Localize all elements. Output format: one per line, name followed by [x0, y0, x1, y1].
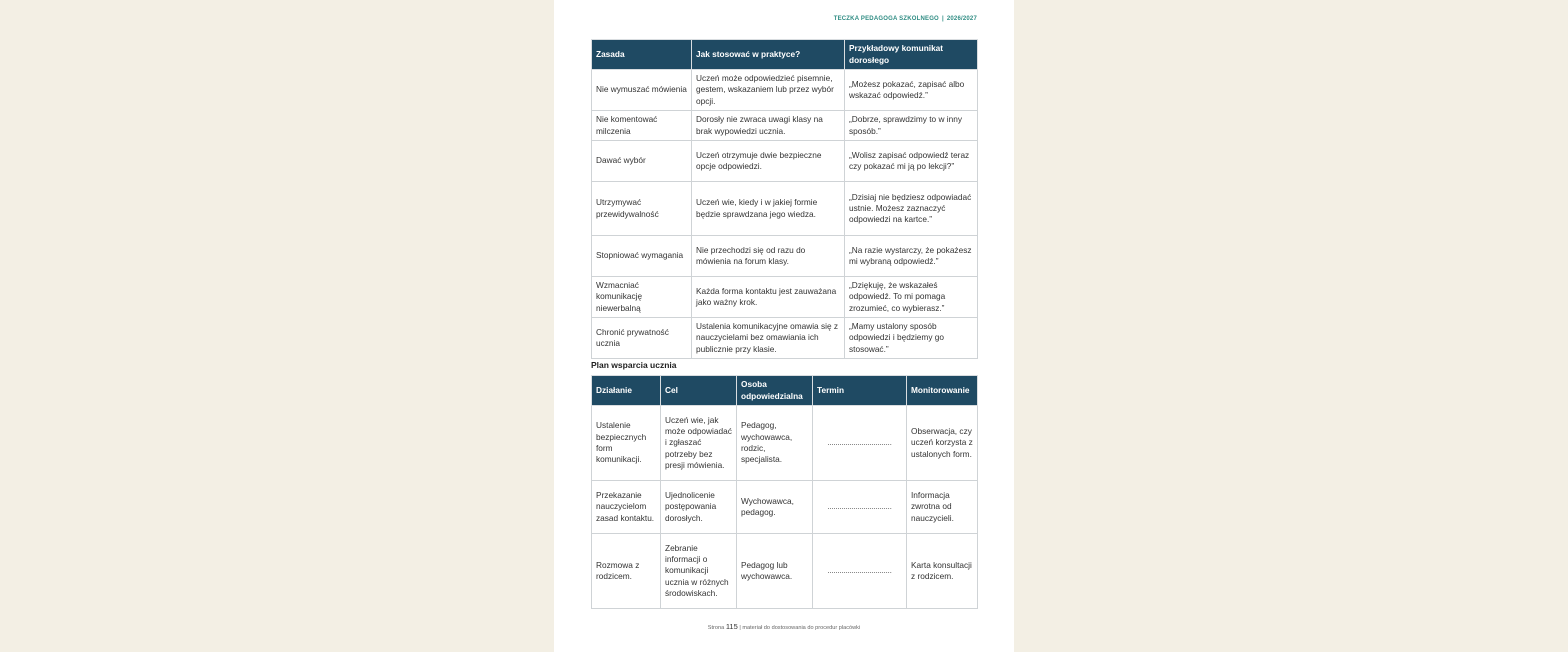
table-cell: Chronić prywatność ucznia: [592, 318, 692, 359]
page-header: TECZKA PEDAGOGA SZKOLNEGO | 2026/2027: [833, 16, 977, 22]
table-row: [592, 182, 978, 236]
table-cell: Nie wymuszać mówienia: [592, 70, 692, 111]
principles-table: [591, 39, 978, 359]
column-header: Monitorowanie: [907, 376, 978, 406]
table-cell: Uczeń otrzymuje dwie bezpieczne opcje odpowiedzi.: [692, 141, 845, 182]
table-row: [592, 141, 978, 182]
table-cell: Przekazanie nauczycielom zasad kontaktu.: [592, 481, 661, 534]
table-cell: Uczeń może odpowiedzieć pisemnie, gestem, wskazaniem lub przez wybór opcji.: [692, 70, 845, 111]
table-cell: „Możesz pokazać, zapisać albo wskazać odpowiedź.”: [845, 70, 978, 111]
table-row: [592, 236, 978, 277]
column-header: Zasada: [592, 40, 692, 70]
document-page: [554, 0, 1014, 652]
support-plan-table: [591, 375, 978, 609]
column-header: Osoba odpowiedzialna: [737, 376, 813, 406]
page-footer: Strona 115 | materiał do dostosowania do procedur placówki: [707, 622, 861, 631]
table-cell: Stopniować wymagania: [592, 236, 692, 277]
table-cell: Utrzymywać przewidywalność: [592, 182, 692, 236]
table-cell: Nie przechodzi się od razu do mówienia na forum klasy.: [692, 236, 845, 277]
column-header: Przykładowy komunikat dorosłego: [845, 40, 978, 70]
table-cell: Uczeń wie, jak może odpowiadać i zgłaszać potrzeby bez presji mówienia.: [661, 406, 737, 481]
page-number: 115: [725, 622, 738, 631]
table-header-row: [592, 40, 978, 70]
table-cell: „Mamy ustalony sposób odpowiedzi i będziemy go stosować.”: [845, 318, 978, 359]
footer-note: materiał do dostosowania do procedur placówki: [742, 625, 861, 631]
header-title: TECZKA PEDAGOGA SZKOLNEGO: [833, 16, 939, 22]
table-cell: „Na razie wystarczy, że pokażesz mi wybraną odpowiedź.”: [845, 236, 978, 277]
table-row: [592, 481, 978, 534]
table-cell: Obserwacja, czy uczeń korzysta z ustalonych form.: [907, 406, 978, 481]
table-cell: Zebranie informacji o komunikacji ucznia w różnych środowiskach.: [661, 534, 737, 609]
date-placeholder: ................................: [813, 481, 907, 534]
footer-prefix: Strona: [707, 625, 725, 631]
table-cell: Karta konsultacji z rodzicem.: [907, 534, 978, 609]
table-cell: Nie komentować milczenia: [592, 111, 692, 141]
table-cell: Ustalenie bezpiecznych form komunikacji.: [592, 406, 661, 481]
date-placeholder: ................................: [813, 534, 907, 609]
table-cell: Ustalenia komunikacyjne omawia się z nauczycielami bez omawiania ich publicznie przy klasie.: [692, 318, 845, 359]
date-placeholder: ................................: [813, 406, 907, 481]
table-row: [592, 318, 978, 359]
column-header: Termin: [813, 376, 907, 406]
table-cell: Każda forma kontaktu jest zauważana jako ważny krok.: [692, 277, 845, 318]
header-year: 2026/2027: [946, 16, 977, 22]
table-cell: Uczeń wie, kiedy i w jakiej formie będzie sprawdzana jego wiedza.: [692, 182, 845, 236]
table-cell: „Dziękuję, że wskazałeś odpowiedź. To mi pomaga zrozumieć, co wybierasz.”: [845, 277, 978, 318]
table-cell: Wychowawca, pedagog.: [737, 481, 813, 534]
table-cell: Pedagog lub wychowawca.: [737, 534, 813, 609]
table-cell: Pedagog, wychowawca, rodzic, specjalista.: [737, 406, 813, 481]
column-header: Cel: [661, 376, 737, 406]
table-cell: Dorosły nie zwraca uwagi klasy na brak wypowiedzi ucznia.: [692, 111, 845, 141]
table-cell: Informacja zwrotna od nauczycieli.: [907, 481, 978, 534]
table-header-row: [592, 376, 978, 406]
column-header: Jak stosować w praktyce?: [692, 40, 845, 70]
table-cell: „Dzisiaj nie będziesz odpowiadać ustnie. Możesz zaznaczyć odpowiedzi na kartce.”: [845, 182, 978, 236]
column-header: Działanie: [592, 376, 661, 406]
table-row: [592, 70, 978, 111]
table-cell: Wzmacniać komunikację niewerbalną: [592, 277, 692, 318]
table-cell: „Dobrze, sprawdzimy to w inny sposób.”: [845, 111, 978, 141]
table-cell: Ujednolicenie postępowania dorosłych.: [661, 481, 737, 534]
table-cell: „Wolisz zapisać odpowiedź teraz czy pokazać mi ją po lekcji?”: [845, 141, 978, 182]
table-row: [592, 111, 978, 141]
table-row: [592, 277, 978, 318]
table-cell: Dawać wybór: [592, 141, 692, 182]
section-title: Plan wsparcia ucznia: [591, 360, 677, 370]
table-cell: Rozmowa z rodzicem.: [592, 534, 661, 609]
table-row: [592, 406, 978, 481]
table-row: [592, 534, 978, 609]
